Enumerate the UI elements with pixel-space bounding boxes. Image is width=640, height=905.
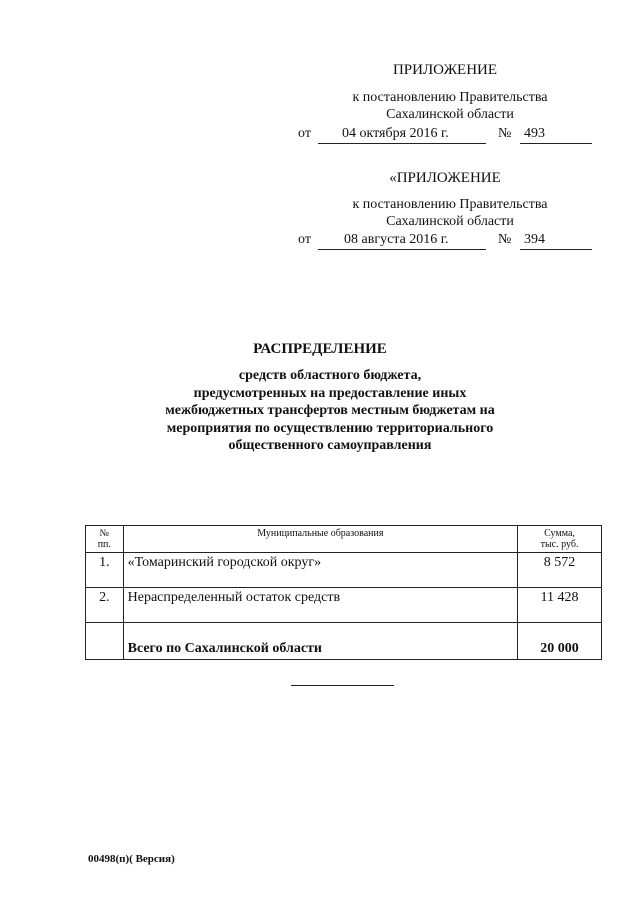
row-num: 1. [86, 553, 124, 588]
prior-appendix-to-line2: Сахалинской области [386, 214, 514, 229]
appendix-to-line1: к постановлению Правительства [352, 90, 548, 105]
header-num [86, 526, 124, 553]
document-subtitle [120, 367, 540, 455]
subtitle-line: предусмотренных на предоставление иных [193, 385, 467, 401]
subtitle-line: средств областного бюджета, [238, 368, 422, 383]
subtitle-line: общественного самоуправления [228, 438, 432, 453]
row-sum: 8 572 [518, 553, 602, 588]
appendix-date-underline [318, 143, 486, 144]
footer-code: 00498(п)( Версия) [88, 853, 175, 865]
prior-appendix-no-label: № [498, 232, 512, 247]
prior-appendix-title: «ПРИЛОЖЕНИЕ [389, 170, 501, 186]
prior-appendix-date-underline [318, 249, 486, 250]
header-sum-line1: Сумма, [544, 528, 575, 539]
document-title: РАСПРЕДЕЛЕНИЕ [253, 341, 387, 357]
prior-appendix-reference [298, 232, 598, 252]
table-row [86, 553, 602, 588]
prior-appendix-number: 394 [524, 232, 545, 247]
appendix-to [300, 89, 600, 123]
header-num-line2: пп. [97, 539, 111, 550]
distribution-table [85, 525, 602, 660]
appendix-no-label: № [498, 126, 512, 141]
end-rule [291, 685, 394, 686]
appendix-number-underline [520, 143, 592, 144]
header-sum-line2: тыс. руб. [540, 539, 579, 550]
prior-appendix-date: 08 августа 2016 г. [344, 232, 449, 247]
appendix-number: 493 [524, 126, 545, 141]
prior-appendix-from-label: от [298, 232, 311, 247]
row-name: «Томаринский городской округ» [123, 553, 517, 588]
appendix-title: ПРИЛОЖЕНИЕ [392, 62, 498, 78]
header-num-line1: № [99, 528, 110, 539]
total-label: Всего по Сахалинской области [123, 623, 517, 660]
prior-appendix-number-underline [520, 249, 592, 250]
appendix-reference [298, 126, 598, 146]
row-num: 2. [86, 588, 124, 623]
header-name: Муниципальные образования [123, 526, 517, 553]
subtitle-line: межбюджетных трансфертов местным бюджетам на [165, 403, 495, 418]
subtitle-line: мероприятия по осуществлению территориального [166, 420, 494, 436]
total-num-empty [86, 623, 124, 660]
row-sum: 11 428 [518, 588, 602, 623]
row-name: Нераспределенный остаток средств [123, 588, 517, 623]
prior-appendix-to-line1: к постановлению Правительства [352, 197, 548, 212]
appendix-from-label: от [298, 126, 311, 141]
appendix-to-line2: Сахалинской области [386, 107, 514, 122]
header-sum [518, 526, 602, 553]
table-total-row [86, 623, 602, 660]
prior-appendix-to [300, 196, 600, 230]
total-sum: 20 000 [518, 623, 602, 660]
table-header-row [86, 526, 602, 553]
appendix-date: 04 октября 2016 г. [342, 126, 449, 141]
table-row [86, 588, 602, 623]
